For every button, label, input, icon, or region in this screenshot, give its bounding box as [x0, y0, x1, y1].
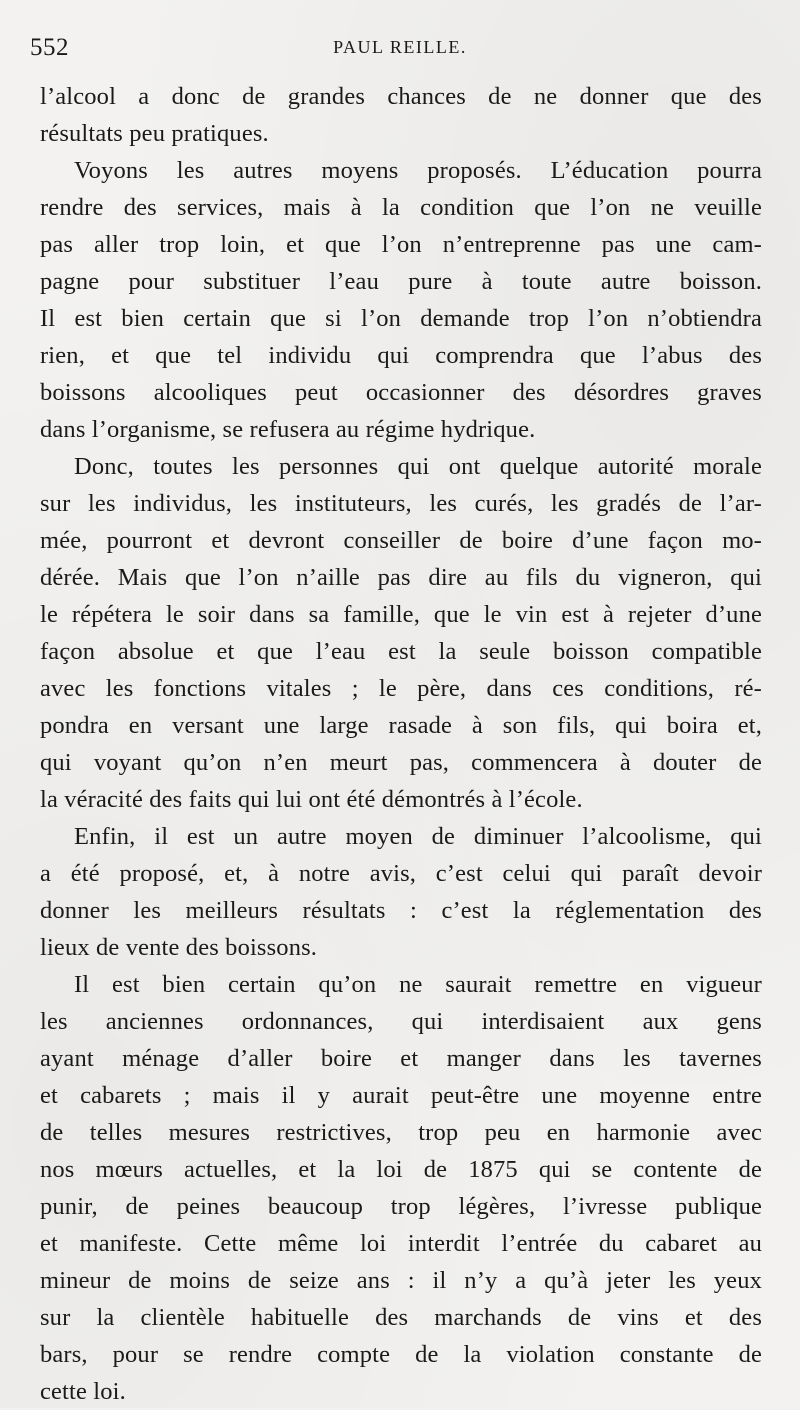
- text-line: dans l’organisme, se refusera au régime hydrique.: [40, 416, 536, 443]
- text-line: sur les individus, les instituteurs, les curés, les gradés de l’ar-: [40, 490, 762, 517]
- text-line: Il est bien certain que si l’on demande trop l’on n’obtiendra: [40, 305, 762, 332]
- text-line: dérée. Mais que l’on n’aille pas dire au fils du vigneron, qui: [40, 564, 762, 591]
- text-line: de telles mesures restrictives, trop peu en harmonie avec: [40, 1119, 762, 1146]
- text-line: bars, pour se rendre compte de la violation constante de: [40, 1341, 762, 1368]
- text-line: nos mœurs actuelles, et la loi de 1875 qui se contente de: [40, 1156, 762, 1183]
- text-line: rendre des services, mais à la condition que l’on ne veuille: [40, 194, 762, 221]
- text-line: pas aller trop loin, et que l’on n’entreprenne pas une cam-: [40, 231, 762, 258]
- text-line: Il est bien certain qu’on ne saurait remettre en vigueur: [74, 971, 762, 998]
- text-line: ayant ménage d’aller boire et manger dans les tavernes: [40, 1045, 762, 1072]
- text-line: pagne pour substituer l’eau pure à toute autre boisson.: [40, 268, 762, 295]
- text-line: qui voyant qu’on n’en meurt pas, commencera à douter de: [40, 749, 762, 776]
- text-line: sur la clientèle habituelle des marchands de vins et des: [40, 1304, 762, 1331]
- text-line: avec les fonctions vitales ; le père, dans ces conditions, ré-: [40, 675, 762, 702]
- text-line: et manifeste. Cette même loi interdit l’entrée du cabaret au: [40, 1230, 762, 1257]
- page-header: [30, 34, 770, 66]
- text-line: façon absolue et que l’eau est la seule boisson compatible: [40, 638, 762, 665]
- text-line: la véracité des faits qui lui ont été démontrés à l’école.: [40, 786, 583, 813]
- text-line: mineur de moins de seize ans : il n’y a qu’à jeter les yeux: [40, 1267, 762, 1294]
- text-line: a été proposé, et, à notre avis, c’est celui qui paraît devoir: [40, 860, 762, 887]
- running-head: PAUL REILLE.: [333, 37, 467, 57]
- text-line: résultats peu pratiques.: [40, 120, 269, 147]
- body-text: [40, 78, 762, 1410]
- text-line: et cabarets ; mais il y aurait peut-être une moyenne entre: [40, 1082, 762, 1109]
- text-line: le répétera le soir dans sa famille, que le vin est à rejeter d’une: [40, 601, 762, 628]
- text-line: donner les meilleurs résultats : c’est la réglementation des: [40, 897, 762, 924]
- text-line: l’alcool a donc de grandes chances de ne donner que des: [40, 83, 762, 110]
- text-line: Enfin, il est un autre moyen de diminuer l’alcoolisme, qui: [74, 823, 762, 850]
- text-line: cette loi.: [40, 1378, 126, 1405]
- text-line: les anciennes ordonnances, qui interdisaient aux gens: [40, 1008, 762, 1035]
- text-line: punir, de peines beaucoup trop légères, l’ivresse publique: [40, 1193, 762, 1220]
- page-number: 552: [30, 34, 69, 61]
- text-line: rien, et que tel individu qui comprendra que l’abus des: [40, 342, 762, 369]
- text-line: Voyons les autres moyens proposés. L’éducation pourra: [74, 157, 762, 184]
- text-line: pondra en versant une large rasade à son fils, qui boira et,: [40, 712, 762, 739]
- text-line: Donc, toutes les personnes qui ont quelque autorité morale: [74, 453, 762, 480]
- text-line: lieux de vente des boissons.: [40, 934, 318, 961]
- text-line: mée, pourront et devront conseiller de boire d’une façon mo-: [40, 527, 762, 554]
- text-line: boissons alcooliques peut occasionner des désordres graves: [40, 379, 762, 406]
